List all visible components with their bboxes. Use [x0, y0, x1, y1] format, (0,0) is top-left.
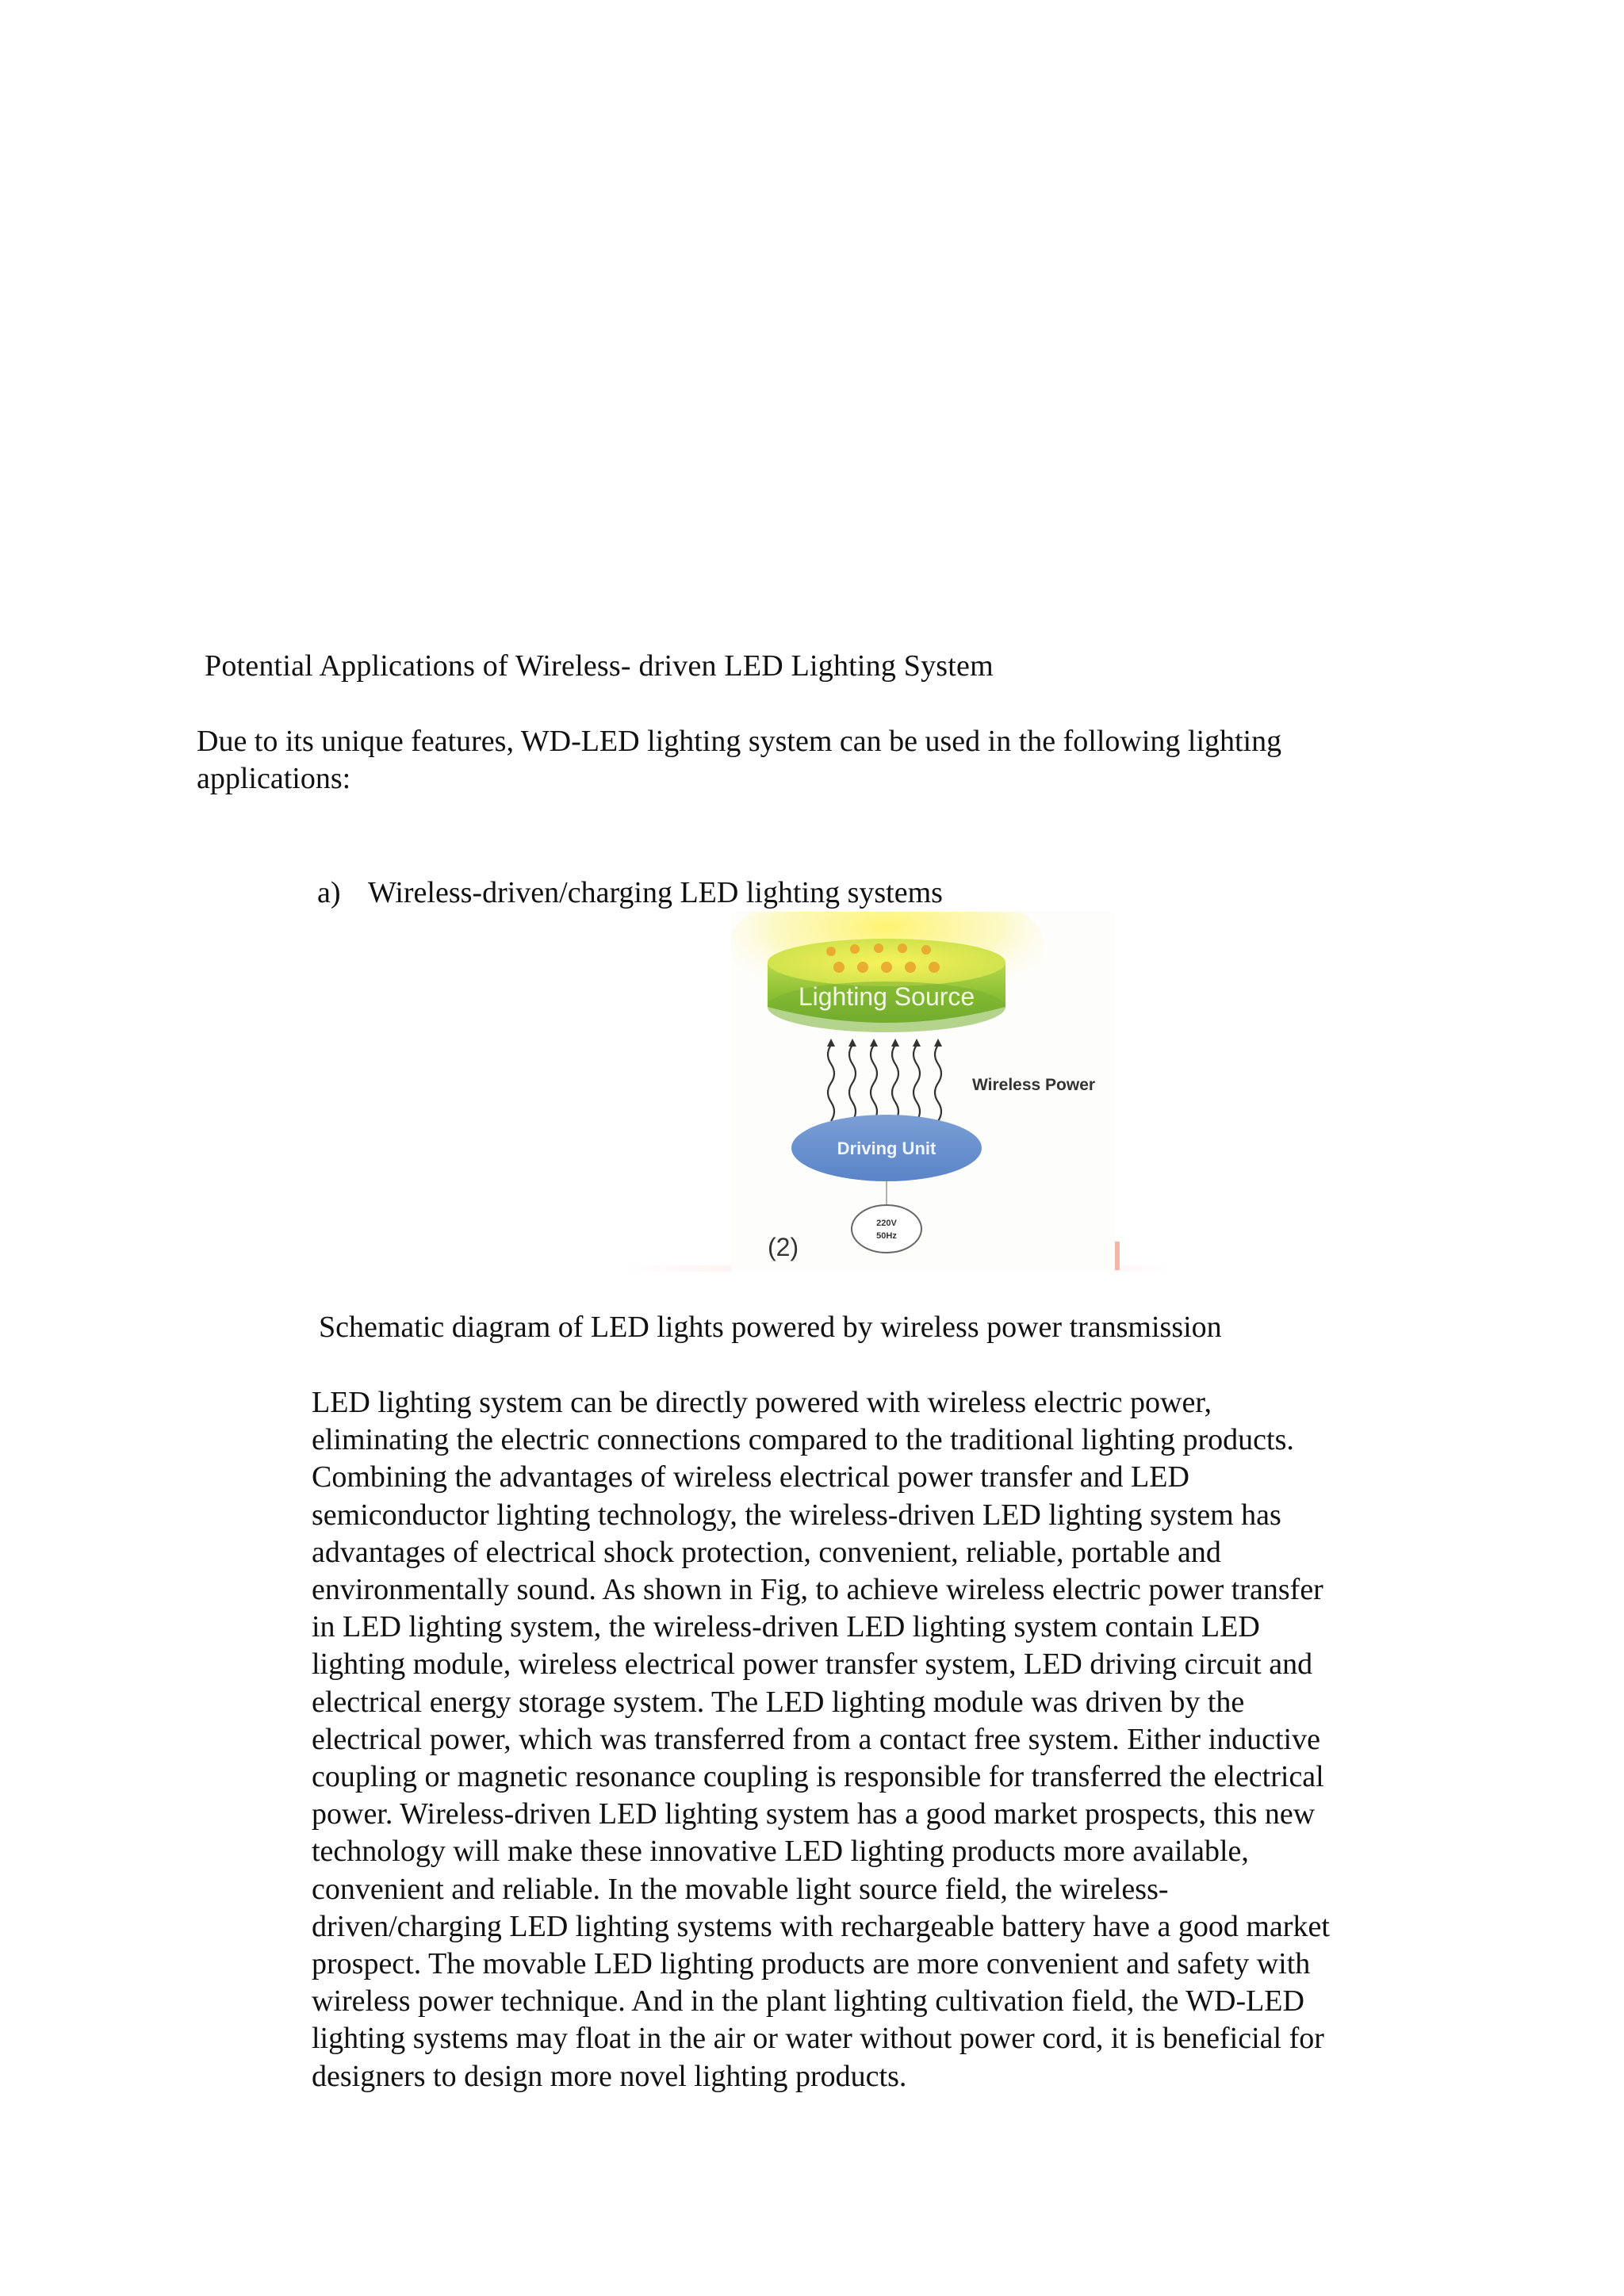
panel-number: (2): [768, 1233, 799, 1261]
body-line: prospect. The movable LED lighting products are more convenient and safety with: [312, 1947, 1311, 1981]
list-marker: a): [317, 876, 341, 909]
body-line: Combining the advantages of wireless electrical power transfer and LED: [312, 1460, 1189, 1494]
list-item-a: [317, 874, 943, 912]
body-line: technology will make these innovative LED lighting products more available,: [312, 1835, 1249, 1869]
driving-unit-label: Driving Unit: [837, 1138, 936, 1158]
body-line: environmentally sound. As shown in Fig, to achieve wireless electric power transfer: [312, 1573, 1323, 1607]
lighting-source-label: Lighting Source: [798, 982, 975, 1011]
power-supply: [852, 1205, 921, 1253]
driving-unit: [791, 1115, 982, 1181]
body-line: lighting systems may float in the air or water without power cord, it is beneficial for: [312, 2022, 1324, 2056]
body-line: wireless power technique. And in the plant lighting cultivation field, the WD-LED: [312, 1984, 1304, 2019]
body-line: semiconductor lighting technology, the wireless-driven LED lighting system has: [312, 1498, 1281, 1532]
supply-voltage-label: 220V: [876, 1219, 897, 1228]
body-line: convenient and reliable. In the movable light source field, the wireless-: [312, 1872, 1169, 1906]
wireless-power-label: Wireless Power: [972, 1076, 1096, 1094]
body-line: lighting module, wireless electrical power transfer system, LED driving circuit and: [312, 1647, 1313, 1682]
wireless-power-waves: [828, 1045, 941, 1121]
body-line: electrical power, which was transferred from a contact free system. Either inductive: [312, 1722, 1320, 1756]
body-line: designers to design more novel lighting products.: [312, 2059, 907, 2093]
body-line: electrical energy storage system. The LED lighting module was driven by the: [312, 1685, 1245, 1719]
body-line: in LED lighting system, the wireless-driven LED lighting system contain LED: [312, 1610, 1260, 1644]
section-heading: Potential Applications of Wireless- driven LED Lighting System: [205, 649, 994, 683]
intro-paragraph: [197, 723, 1434, 798]
figure-diagram: [731, 912, 1115, 1272]
body-line: power. Wireless-driven LED lighting system has a good market prospects, this new: [312, 1797, 1316, 1831]
intro-line: applications:: [197, 762, 351, 795]
supply-frequency-label: 50Hz: [876, 1231, 897, 1241]
intro-line: Due to its unique features, WD-LED lighting system can be used in the following lighting: [197, 725, 1282, 758]
lighting-source-disc: [768, 939, 1005, 1032]
body-line: driven/charging LED lighting systems with rechargeable battery have a good market: [312, 1909, 1330, 1943]
figure-caption: Schematic diagram of LED lights powered by wireless power transmission: [319, 1311, 1222, 1344]
wireless-led-figure: [731, 912, 1115, 1272]
body-line: LED lighting system can be directly powered with wireless electric power,: [312, 1386, 1212, 1419]
body-paragraph: [312, 1384, 1438, 2095]
list-item-text: Wireless-driven/charging LED lighting systems: [368, 876, 943, 909]
body-line: eliminating the electric connections compared to the traditional lighting products.: [312, 1423, 1294, 1457]
body-line: coupling or magnetic resonance coupling is responsible for transferred the electrical: [312, 1760, 1324, 1794]
body-line: advantages of electrical shock protection, convenient, reliable, portable and: [312, 1535, 1221, 1569]
wave-arrowheads-icon: [827, 1039, 942, 1047]
